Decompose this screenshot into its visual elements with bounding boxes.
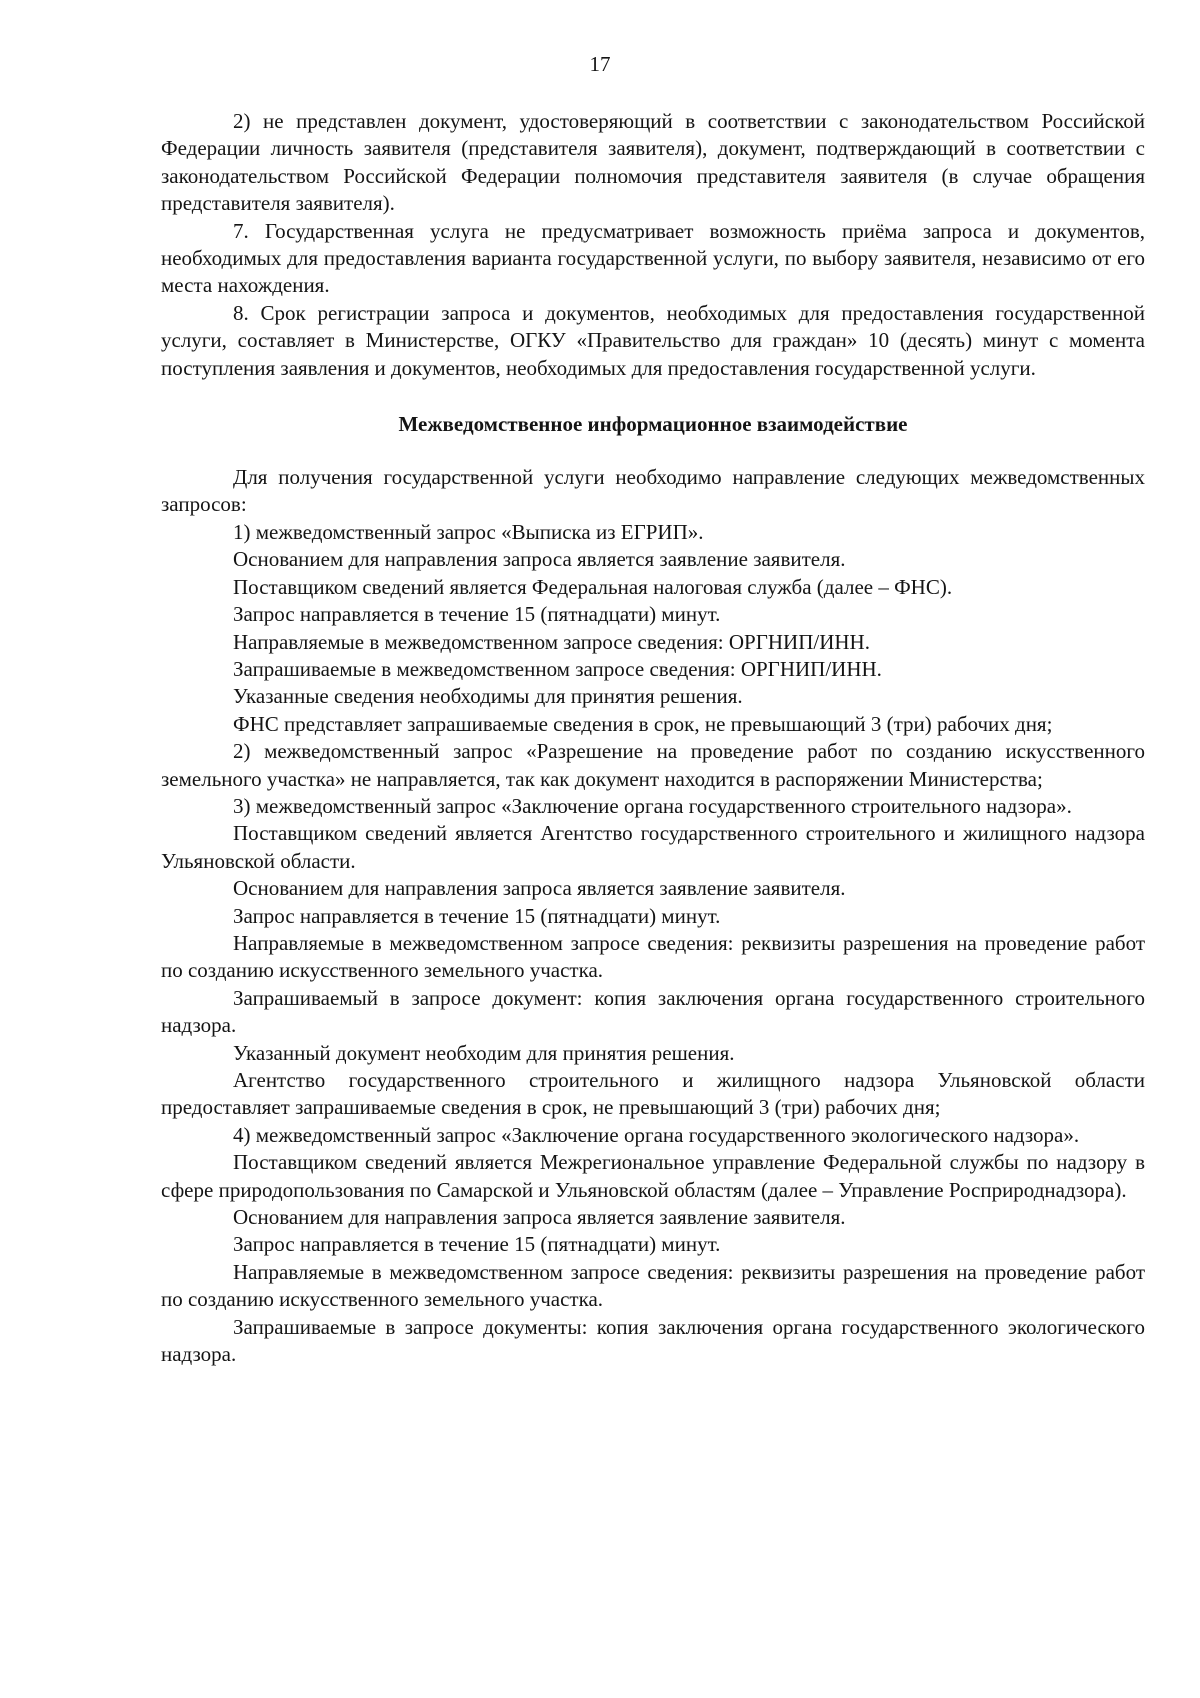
paragraph: Основанием для направления запроса является заявление заявителя. — [233, 1205, 846, 1230]
paragraph: Запрос направляется в течение 15 (пятнадцати) минут. — [233, 602, 721, 627]
paragraph: Запрос направляется в течение 15 (пятнадцати) минут. — [233, 903, 721, 928]
paragraph: Запрашиваемый в запросе документ: копия заключения органа государственного строительного надзора. — [161, 985, 1145, 1038]
paragraph: 8. Срок регистрации запроса и документов, необходимых для предоставления государственной услуги, составляет в Министерстве, ОГКУ «Правительство для граждан» 10 (десять) минут с момента поступления заявления и документов, необходимых для предоставления государственной услуги. — [161, 300, 1145, 380]
paragraph: Указанный документ необходим для принятия решения. — [233, 1040, 735, 1065]
paragraph: Направляемые в межведомственном запросе сведения: реквизиты разрешения на проведение работ по созданию искусственного земельного участка. — [161, 1259, 1145, 1312]
paragraph: Основанием для направления запроса является заявление заявителя. — [233, 547, 846, 572]
paragraph: Поставщиком сведений является Агентство государственного строительного и жилищного надзора Ульяновской области. — [161, 821, 1145, 873]
top-paragraphs — [161, 108, 1145, 382]
paragraph: ФНС представляет запрашиваемые сведения в срок, не превышающий 3 (три) рабочих дня; — [233, 711, 1053, 736]
paragraph: Направляемые в межведомственном запросе сведения: реквизиты разрешения на проведение работ по созданию искусственного земельного участка. — [161, 930, 1145, 983]
section-heading: Межведомственное информационное взаимодействие — [398, 412, 908, 437]
paragraph: Запрашиваемые в межведомственном запросе сведения: ОРГНИП/ИНН. — [233, 656, 882, 681]
paragraph: 2) межведомственный запрос «Разрешение на проведение работ по созданию искусственного земельного участка» не направляется, так как документ находится в распоряжении Министерства; — [161, 739, 1145, 791]
paragraph: Поставщиком сведений является Федеральная налоговая служба (далее – ФНС). — [233, 574, 953, 599]
paragraph: Агентство государственного строительного и жилищного надзора Ульяновской области предоставляет запрашиваемые сведения в срок, не превышающий 3 (три) рабочих дня; — [161, 1068, 1145, 1120]
page-number: 17 — [589, 52, 611, 76]
paragraph: Запрашиваемые в запросе документы: копия заключения органа государственного экологического надзора. — [161, 1314, 1145, 1367]
paragraph: Указанные сведения необходимы для принятия решения. — [233, 684, 743, 709]
paragraph: Запрос направляется в течение 15 (пятнадцати) минут. — [233, 1232, 721, 1257]
document-body — [161, 108, 1145, 1368]
paragraph: Направляемые в межведомственном запросе сведения: ОРГНИП/ИНН. — [233, 629, 870, 654]
paragraph: 7. Государственная услуга не предусматривает возможность приёма запроса и документов, необходимых для предоставления варианта государственной услуги, по выбору заявителя, независимо от его места нахождения. — [161, 218, 1145, 298]
paragraph: Основанием для направления запроса является заявление заявителя. — [233, 876, 846, 901]
bottom-paragraphs — [161, 464, 1145, 1368]
paragraph: 2) не представлен документ, удостоверяющий в соответствии с законодательством Российской Федерации личность заявителя (представителя заявителя), документ, подтверждающий в соответствии с законодательством Российской Федерации полномочия представителя заявителя (в случае обращения представителя заявителя). — [161, 109, 1145, 216]
paragraph: 4) межведомственный запрос «Заключение органа государственного экологического надзора». — [233, 1122, 1080, 1147]
paragraph: 1) межведомственный запрос «Выписка из ЕГРИП». — [233, 519, 704, 544]
paragraph: Для получения государственной услуги необходимо направление следующих межведомственных запросов: — [161, 465, 1145, 517]
paragraph: 3) межведомственный запрос «Заключение органа государственного строительного надзора». — [233, 793, 1072, 818]
paragraph: Поставщиком сведений является Межрегиональное управление Федеральной службы по надзору в сфере природопользования по Самарской и Ульяновской областям (далее – Управление Росприроднадзора). — [161, 1150, 1145, 1202]
